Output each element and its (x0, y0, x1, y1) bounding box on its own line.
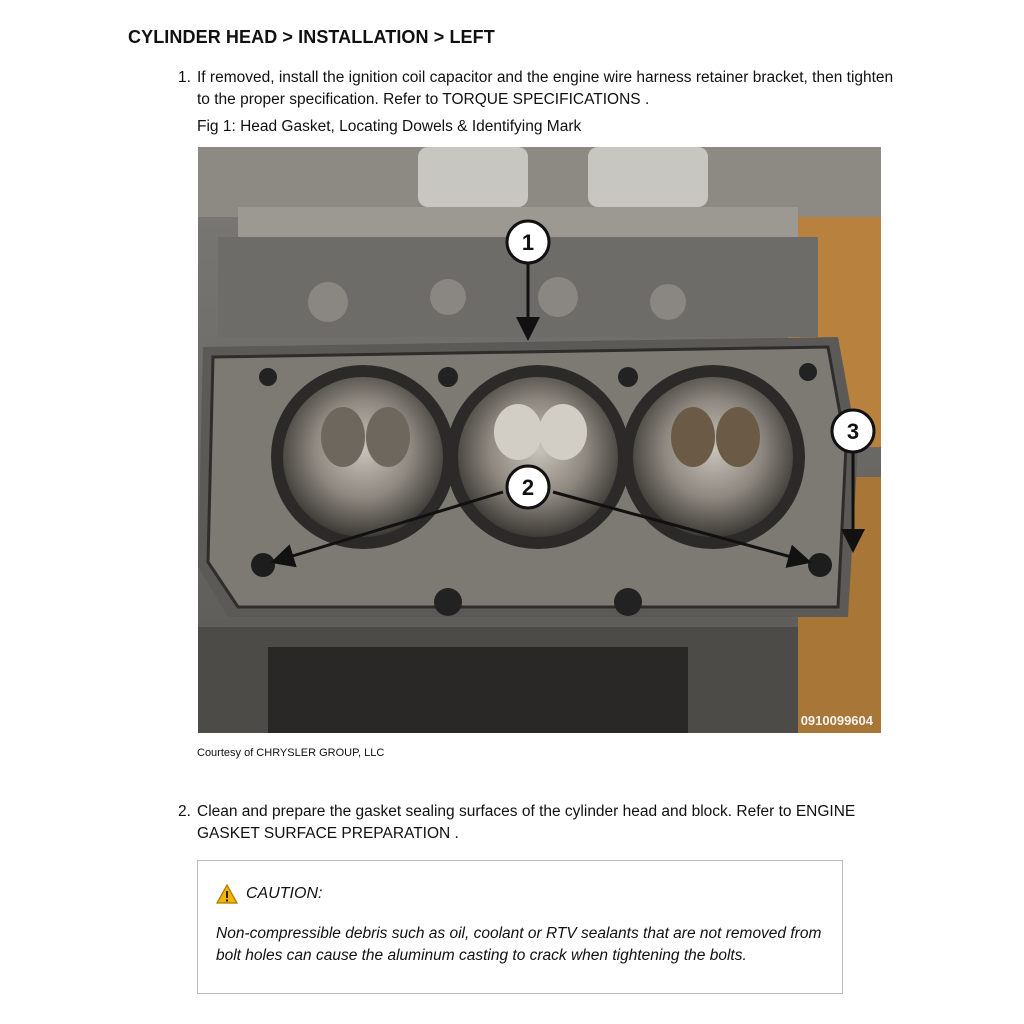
callout-1-label: 1 (521, 230, 535, 255)
step-number: 1. (178, 69, 191, 86)
callout-2-label: 2 (521, 475, 535, 500)
page-heading: CYLINDER HEAD > INSTALLATION > LEFT (128, 27, 495, 47)
step-2 (178, 801, 897, 845)
figure-caption: Fig 1: Head Gasket, Locating Dowels & Identifying Mark (197, 118, 582, 135)
figure-id: 0910099604 (800, 713, 873, 728)
callout-3-label: 3 (846, 419, 860, 444)
step-1 (178, 67, 897, 111)
warning-triangle-icon (216, 884, 238, 904)
caution-header (216, 884, 322, 904)
caution-box (197, 860, 843, 994)
caution-body: Non-compressible debris such as oil, coolant or RTV sealants that are not removed from bolt holes can cause the aluminum casting to crack when tightening the bolts. (216, 925, 822, 964)
figure-courtesy: Courtesy of CHRYSLER GROUP, LLC (197, 747, 385, 759)
step-text: If removed, install the ignition coil capacitor and the engine wire harness retainer bracket, then tighten to the proper specification. Refer to TORQUE SPECIFICATIONS . (197, 69, 894, 108)
caution-title: CAUTION: (246, 885, 323, 902)
engine-photo (198, 147, 881, 733)
step-number: 2. (178, 803, 191, 820)
step-text: Clean and prepare the gasket sealing surfaces of the cylinder head and block. Refer to ENGINE GASKET SURFACE PREPARATION . (197, 803, 856, 842)
